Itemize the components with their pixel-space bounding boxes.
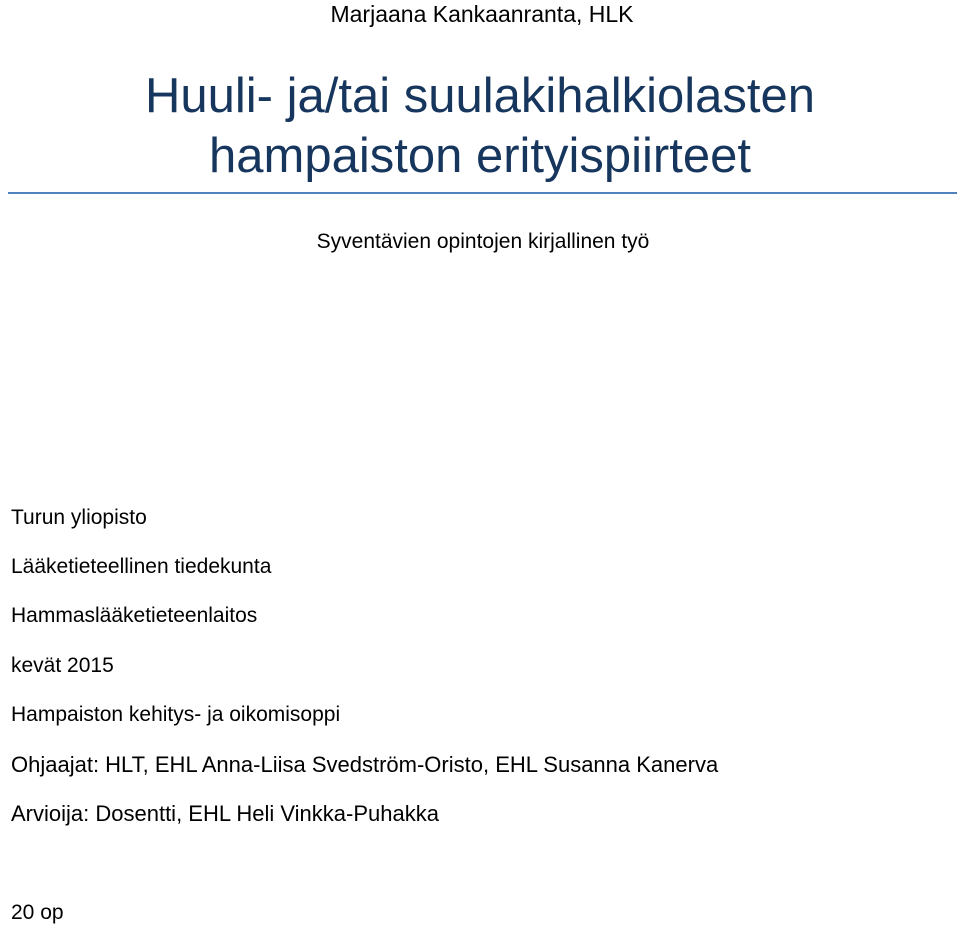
term-label: kevät 2015 xyxy=(11,654,114,677)
department-label: Hammaslääketieteenlaitos xyxy=(11,604,258,627)
document-subtitle: Syventävien opintojen kirjallinen työ xyxy=(316,230,650,253)
document-title xyxy=(0,66,960,186)
title-line-1: Huuli- ja/tai suulakihalkiolasten xyxy=(144,69,816,123)
faculty-label: Lääketieteellinen tiedekunta xyxy=(11,555,272,578)
university-label: Turun yliopisto xyxy=(11,506,147,529)
subject-label: Hampaiston kehitys- ja oikomisoppi xyxy=(11,703,341,726)
supervisors-label: Ohjaajat: HLT, EHL Anna-Liisa Svedström-Oristo, EHL Susanna Kanerva xyxy=(11,752,719,777)
reviewer-label: Arvioija: Dosentti, EHL Heli Vinkka-Puhakka xyxy=(11,801,439,826)
author-name: Marjaana Kankaanranta, HLK xyxy=(330,1,634,27)
title-divider xyxy=(8,192,957,194)
title-line-2: hampaiston erityispiirteet xyxy=(209,129,751,183)
credits-label: 20 op xyxy=(11,901,64,924)
